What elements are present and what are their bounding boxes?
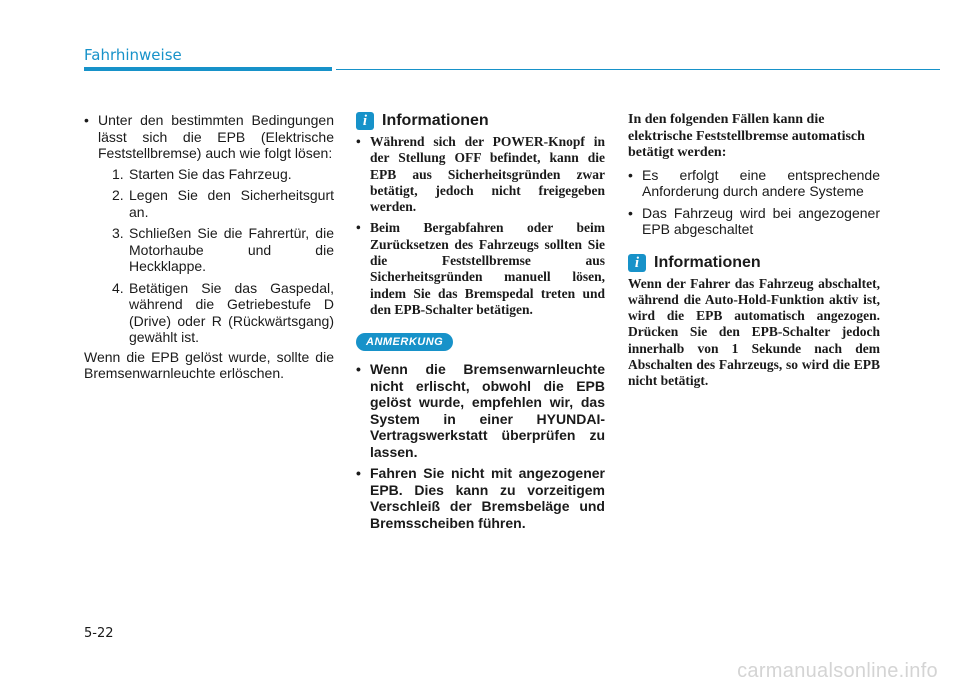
list-item bbox=[356, 134, 605, 215]
bullet-marker: • bbox=[356, 361, 361, 378]
header-rule-thin bbox=[336, 69, 940, 70]
bullet-marker: • bbox=[628, 166, 633, 183]
step-item bbox=[112, 187, 334, 220]
auto-apply-item-text: Es erfolgt eine entsprechende Anforderung durch andere Systeme bbox=[642, 166, 880, 199]
info-title: Informationen bbox=[382, 112, 489, 129]
steps-list bbox=[112, 166, 334, 346]
watermark: carmanualsonline.info bbox=[737, 660, 938, 682]
note-list bbox=[356, 361, 605, 531]
step-number: 2. bbox=[112, 187, 124, 203]
info-item-text: Während sich der POWER-Knopf in der Stellung OFF befindet, kann die EPB aus Sicherheitsgründen zwar betätigt, jedoch nicht freigegeben werden. bbox=[370, 134, 605, 215]
auto-apply-item-text: Das Fahrzeug wird bei angezogener EPB abgeschaltet bbox=[642, 204, 880, 237]
bullet-marker: • bbox=[356, 220, 361, 236]
list-item bbox=[628, 205, 880, 238]
step-number: 1. bbox=[112, 165, 124, 182]
epb-released-paragraph: Wenn die EPB gelöst wurde, sollte die Bremsenwarnleuchte erlöschen. bbox=[84, 348, 334, 381]
list-item bbox=[628, 167, 880, 200]
auto-apply-heading: In den folgenden Fällen kann die elektrische Feststellbremse automatisch betätigt werden: bbox=[628, 112, 865, 160]
page-number: 5-22 bbox=[84, 626, 114, 641]
step-text: Schließen Sie die Fahrertür, die Motorhaube und die Heckklappe. bbox=[129, 225, 334, 274]
section-title: Fahrhinweise bbox=[84, 46, 182, 64]
epb-release-intro: Unter den bestimmten Bedingungen lässt sich die EPB (Elektrische Feststellbremse) auch wie folgt lösen: bbox=[98, 112, 334, 161]
list-item bbox=[356, 220, 605, 318]
note-item-text: Fahren Sie nicht mit angezogener EPB. Dies kann zu vorzeitigem Verschleiß der Bremsbeläge und Bremsscheiben führen. bbox=[370, 465, 605, 531]
info-header bbox=[356, 112, 605, 130]
list-item bbox=[84, 112, 334, 346]
step-number: 3. bbox=[112, 225, 124, 241]
bullet-marker: • bbox=[84, 112, 89, 128]
info-item-text: Beim Bergabfahren oder beim Zurücksetzen des Fahrzeugs sollten Sie die Feststellbremse aus Sicherheitsgründen manuell lösen, indem Sie das Bremspedal treten und den EPB-Schalter betätigen. bbox=[370, 220, 605, 317]
column-middle bbox=[356, 112, 605, 536]
step-text: Betätigen Sie das Gaspedal, während die Getriebestufe D (Drive) oder R (Rückwärtsgang) gewählt ist. bbox=[129, 279, 334, 345]
info-title: Informationen bbox=[654, 253, 761, 271]
bullet-marker: • bbox=[628, 204, 633, 221]
note-badge-wrapper bbox=[356, 332, 605, 351]
note-item-text: Wenn die Bremsenwarnleuchte nicht erlischt, obwohl die EPB gelöst wurde, empfehlen wir, das System in einer HYUNDAI-Vertragswerkstatt überprüfen zu lassen. bbox=[370, 361, 605, 460]
step-text: Starten Sie das Fahrzeug. bbox=[129, 165, 292, 182]
info-header bbox=[628, 254, 880, 272]
step-item bbox=[112, 166, 334, 183]
header-rule-thick bbox=[84, 67, 332, 71]
bullet-marker: • bbox=[356, 134, 361, 149]
step-item bbox=[112, 225, 334, 275]
epb-release-list bbox=[84, 112, 334, 346]
auto-hold-info-text: Wenn der Fahrer das Fahrzeug abschaltet, während die Auto-Hold-Funktion aktiv ist, wird die EPB automatisch angezogen. Drücken Sie den EPB-Schalter jedoch innerhalb von 1 Sekunde nach dem Abschalten des Fahrzeugs, so wird die EPB nicht betätigt. bbox=[628, 275, 880, 389]
step-number: 4. bbox=[112, 279, 124, 296]
step-text: Legen Sie den Sicherheitsgurt an. bbox=[129, 187, 334, 220]
info-icon: i bbox=[628, 254, 646, 272]
list-item bbox=[356, 361, 605, 460]
note-badge: ANMERKUNG bbox=[356, 333, 453, 351]
info-icon: i bbox=[356, 112, 374, 130]
info-list bbox=[356, 134, 605, 318]
bullet-marker: • bbox=[356, 465, 361, 482]
step-item bbox=[112, 280, 334, 346]
column-left bbox=[84, 112, 334, 382]
list-item bbox=[356, 465, 605, 531]
column-right bbox=[628, 112, 880, 390]
auto-apply-list bbox=[628, 167, 880, 238]
